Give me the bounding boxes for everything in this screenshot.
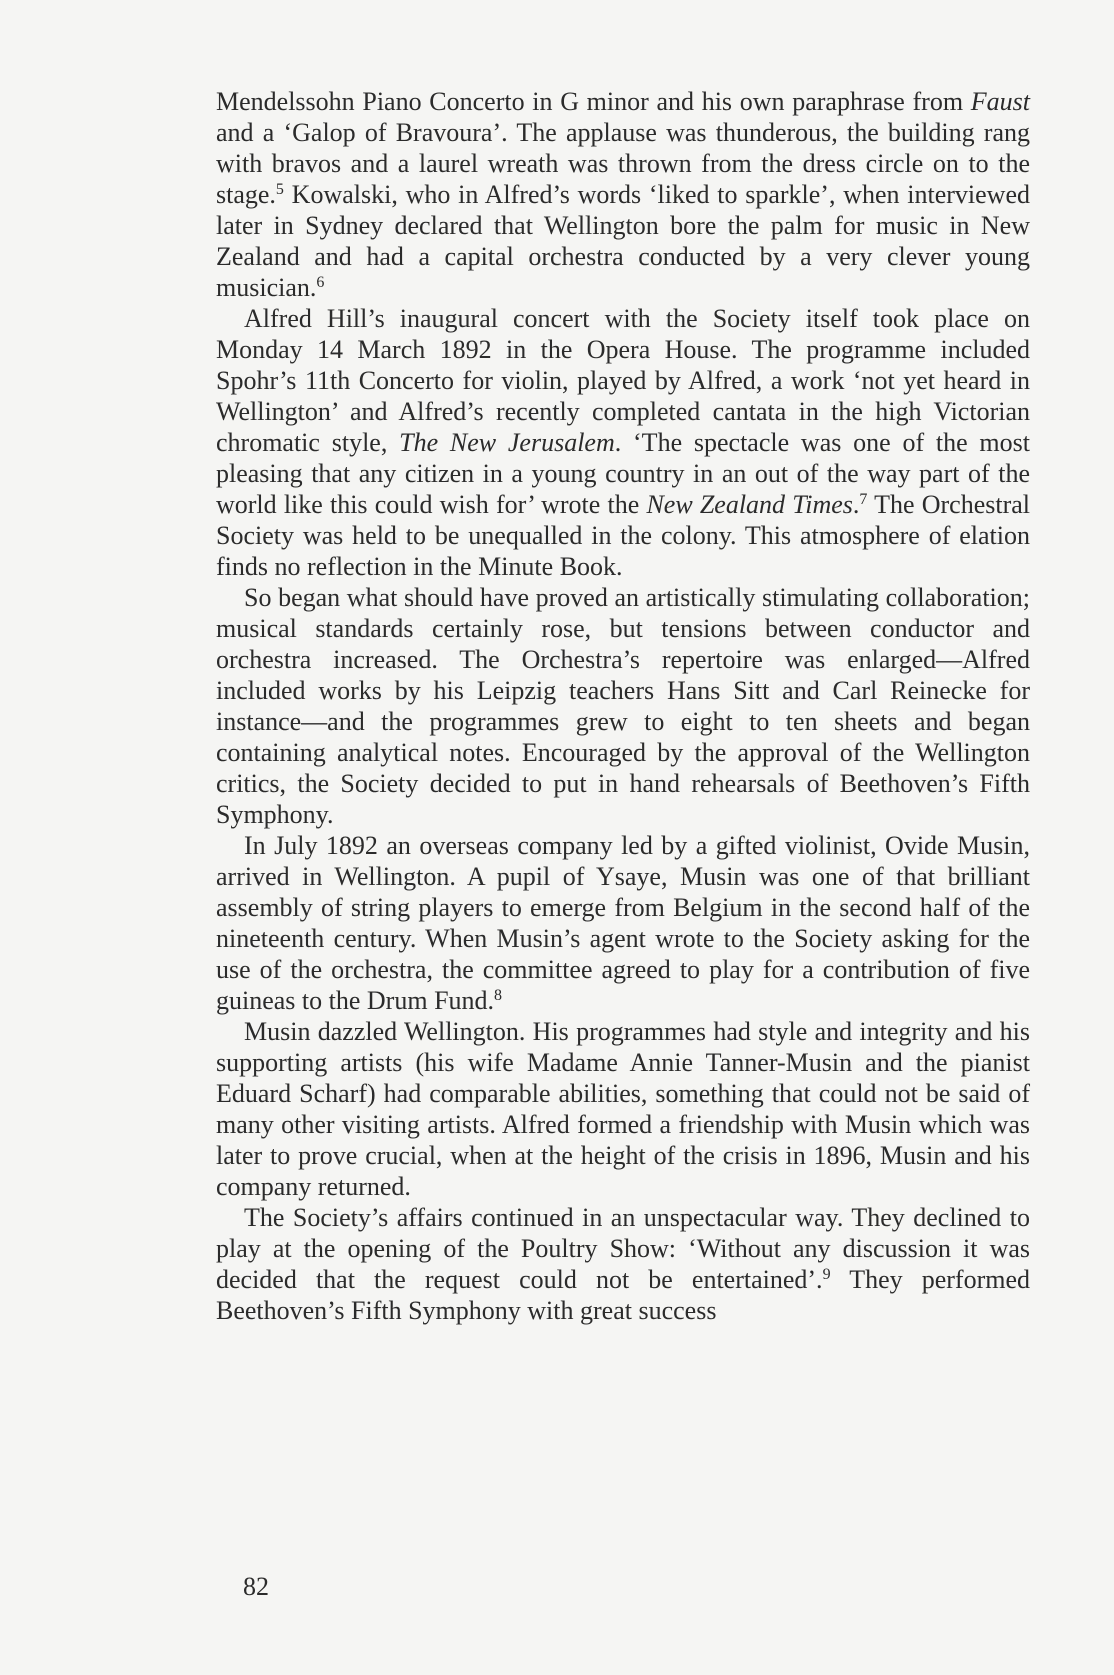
paragraph	[216, 303, 1030, 582]
italic-title: The New Jerusalem	[399, 428, 615, 457]
text-run: Musin dazzled Wellington. His programmes had style and integrity and his supporting artists (his wife Madame Annie Tanner-Musin and the pianist Eduard Scharf) had comparable abilities, something that could not be said of many other visiting artists. Alfred formed a friendship with Musin which was later to prove crucial, when at the height of the crisis in 1896, Musin and his company returned.	[216, 1017, 1030, 1201]
text-run: .	[852, 490, 860, 519]
paragraph	[216, 1016, 1030, 1202]
text-run: They performed Beethoven’s Fifth Symphony with great success	[216, 1265, 1030, 1325]
body-text	[216, 86, 1030, 1326]
text-run: Kowalski, who in Alfred’s words ‘liked to sparkle’, when interviewed later in Sydney declared that Wellington bore the palm for music in New Zealand and had a capital orchestra conducted by a very clever young musician.	[216, 180, 1030, 302]
paragraph	[216, 86, 1030, 303]
page-number: 82	[243, 1572, 269, 1601]
footnote-reference: 6	[316, 274, 325, 291]
italic-title: Faust	[970, 87, 1030, 116]
paragraph	[216, 582, 1030, 830]
footnote-reference: 5	[275, 181, 284, 198]
italic-title: New Zealand Times	[646, 490, 853, 519]
footnote-reference: 8	[494, 987, 503, 1004]
footnote-reference: 9	[822, 1266, 831, 1283]
text-run: So began what should have proved an artistically stimulating collaboration; musical standards certainly rose, but tensions between conductor and orchestra increased. The Orchestra’s repertoire was enlarged—Alfred included works by his Leipzig teachers Hans Sitt and Carl Reinecke for instance—and the programmes grew to eight to ten sheets and began containing analytical notes. Encouraged by the approval of the Wellington critics, the Society decided to put in hand rehearsals of Beethoven’s Fifth Symphony.	[216, 583, 1030, 829]
text-run: Alfred Hill’s inaugural concert with the Society itself took place on Monday 14 March 1892 in the Opera House. The programme included Spohr’s 11th Concerto for violin, played by Alfred, a work ‘not yet heard in Wellington’ and Alfred’s recently completed cantata in the high Victorian chromatic style,	[216, 304, 1030, 457]
text-run: The Orchestral Society was held to be unequalled in the colony. This atmosphere of elation finds no reflection in the Minute Book.	[216, 490, 1030, 581]
text-run: In July 1892 an overseas company led by a gifted violinist, Ovide Musin, arrived in Wellington. A pupil of Ysaye, Musin was one of that brilliant assembly of string players to emerge from Belgium in the second half of the nineteenth century. When Musin’s agent wrote to the Society asking for the use of the orchestra, the committee agreed to play for a contribution of five guineas to the Drum Fund.	[216, 831, 1030, 1015]
footnote-reference: 7	[859, 491, 868, 508]
paragraph	[216, 1202, 1030, 1326]
text-run: . ‘The spectacle was one of the most pleasing that any citizen in a young country in an out of the way part of the world like this could wish for’ wrote the	[216, 428, 1030, 519]
text-run: The Society’s affairs continued in an unspectacular way. They declined to play at the opening of the Poultry Show: ‘Without any discussion it was decided that the request could not be entertained’.	[216, 1203, 1030, 1294]
text-run: and a ‘Galop of Bravoura’. The applause was thunderous, the building rang with bravos and a laurel wreath was thrown from the dress circle on to the stage.	[216, 118, 1030, 209]
text-run: Mendelssohn Piano Concerto in G minor and his own paraphrase from	[216, 87, 971, 116]
paragraph	[216, 830, 1030, 1016]
